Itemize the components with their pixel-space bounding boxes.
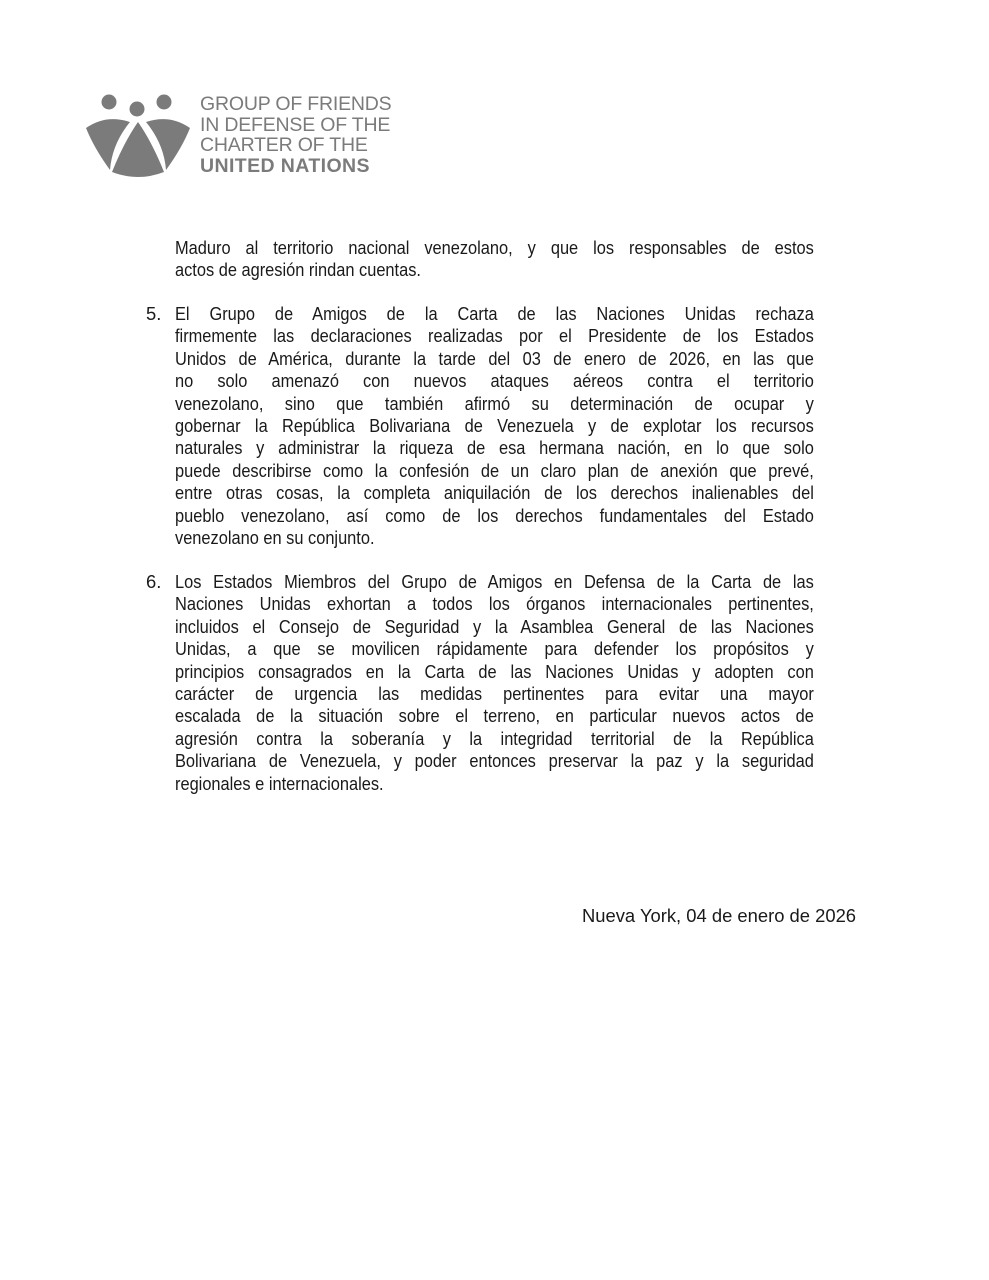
paragraph-line: gobernar la República Bolivariana de Venezuela y de explotar los recursos: [175, 415, 814, 437]
paragraph-line: El Grupo de Amigos de la Carta de las Naciones Unidas rechaza: [175, 303, 814, 324]
paragraph-line: pueblo venezolano, así como de los derechos fundamentales del Estado: [175, 504, 814, 526]
paragraph-line: Unidos de América, durante la tarde del 03 de enero de 2026, en las que: [175, 347, 814, 369]
paragraph-line: regionales e internacionales.: [175, 772, 384, 794]
paragraph-line: Bolivariana de Venezuela, y poder entonces preservar la paz y la seguridad: [175, 750, 814, 772]
logo-line-4: UNITED NATIONS: [200, 154, 370, 177]
paragraph-line: incluidos el Consejo de Seguridad y la Asamblea General de las Naciones: [175, 615, 814, 637]
paragraph-number: 5.: [146, 303, 162, 324]
paragraph-line: venezolano en su conjunto.: [175, 527, 375, 549]
center-head-shape: [130, 102, 145, 117]
paragraph-line: Unidas, a que se movilicen rápidamente para defender los propósitos y: [175, 638, 814, 660]
paragraph-line: puede describirse como la confesión de un claro plan de anexión que prevé,: [175, 459, 814, 481]
logo-wordmark: [200, 94, 391, 176]
logo-line-1: GROUP OF FRIENDS: [200, 93, 392, 115]
continuation-paragraph: [175, 237, 814, 282]
logo-line-3: CHARTER OF THE: [200, 134, 368, 156]
paragraph-line: entre otras cosas, la completa aniquilación de los derechos inalienables del: [175, 482, 814, 504]
paragraph-line: Maduro al territorio nacional venezolano, y que los responsables de estos: [175, 237, 814, 258]
paragraph-number: 6.: [146, 571, 162, 592]
paragraph-line: no solo amenazó con nuevos ataques aéreos contra el territorio: [175, 370, 814, 392]
paragraph-line: naturales y administrar la riqueza de esa hermana nación, en lo que solo: [175, 437, 814, 459]
logo-line-2: IN DEFENSE OF THE: [200, 113, 391, 136]
right-head-shape: [157, 95, 172, 110]
paragraph-line: actos de agresión rindan cuentas.: [175, 259, 421, 281]
numbered-paragraph-5: [146, 303, 814, 549]
paragraph-line: Los Estados Miembros del Grupo de Amigos en Defensa de la Carta de las: [175, 571, 814, 592]
paragraph-line: venezolano, sino que también afirmó su determinación de ocupar y: [175, 392, 814, 414]
paragraph-line: carácter de urgencia las medidas pertinentes para evitar una mayor: [175, 683, 814, 705]
paragraph-line: escalada de la situación sobre el terreno, en particular nuevos actos de: [175, 705, 814, 727]
paragraph-line: firmemente las declaraciones realizadas por el Presidente de los Estados: [175, 325, 814, 347]
left-head-shape: [102, 95, 117, 110]
numbered-paragraph-6: [146, 571, 814, 795]
paragraph-line: principios consagrados en la Carta de las Naciones Unidas y adopten con: [175, 660, 814, 682]
paragraph-line: Naciones Unidas exhortan a todos los órganos internacionales pertinentes,: [175, 593, 814, 615]
paragraph-line: agresión contra la soberanía y la integridad territorial de la República: [175, 727, 814, 749]
people-group-icon: [84, 92, 192, 180]
organization-logo: [84, 92, 424, 182]
place-and-date: Nueva York, 04 de enero de 2026: [582, 905, 857, 926]
